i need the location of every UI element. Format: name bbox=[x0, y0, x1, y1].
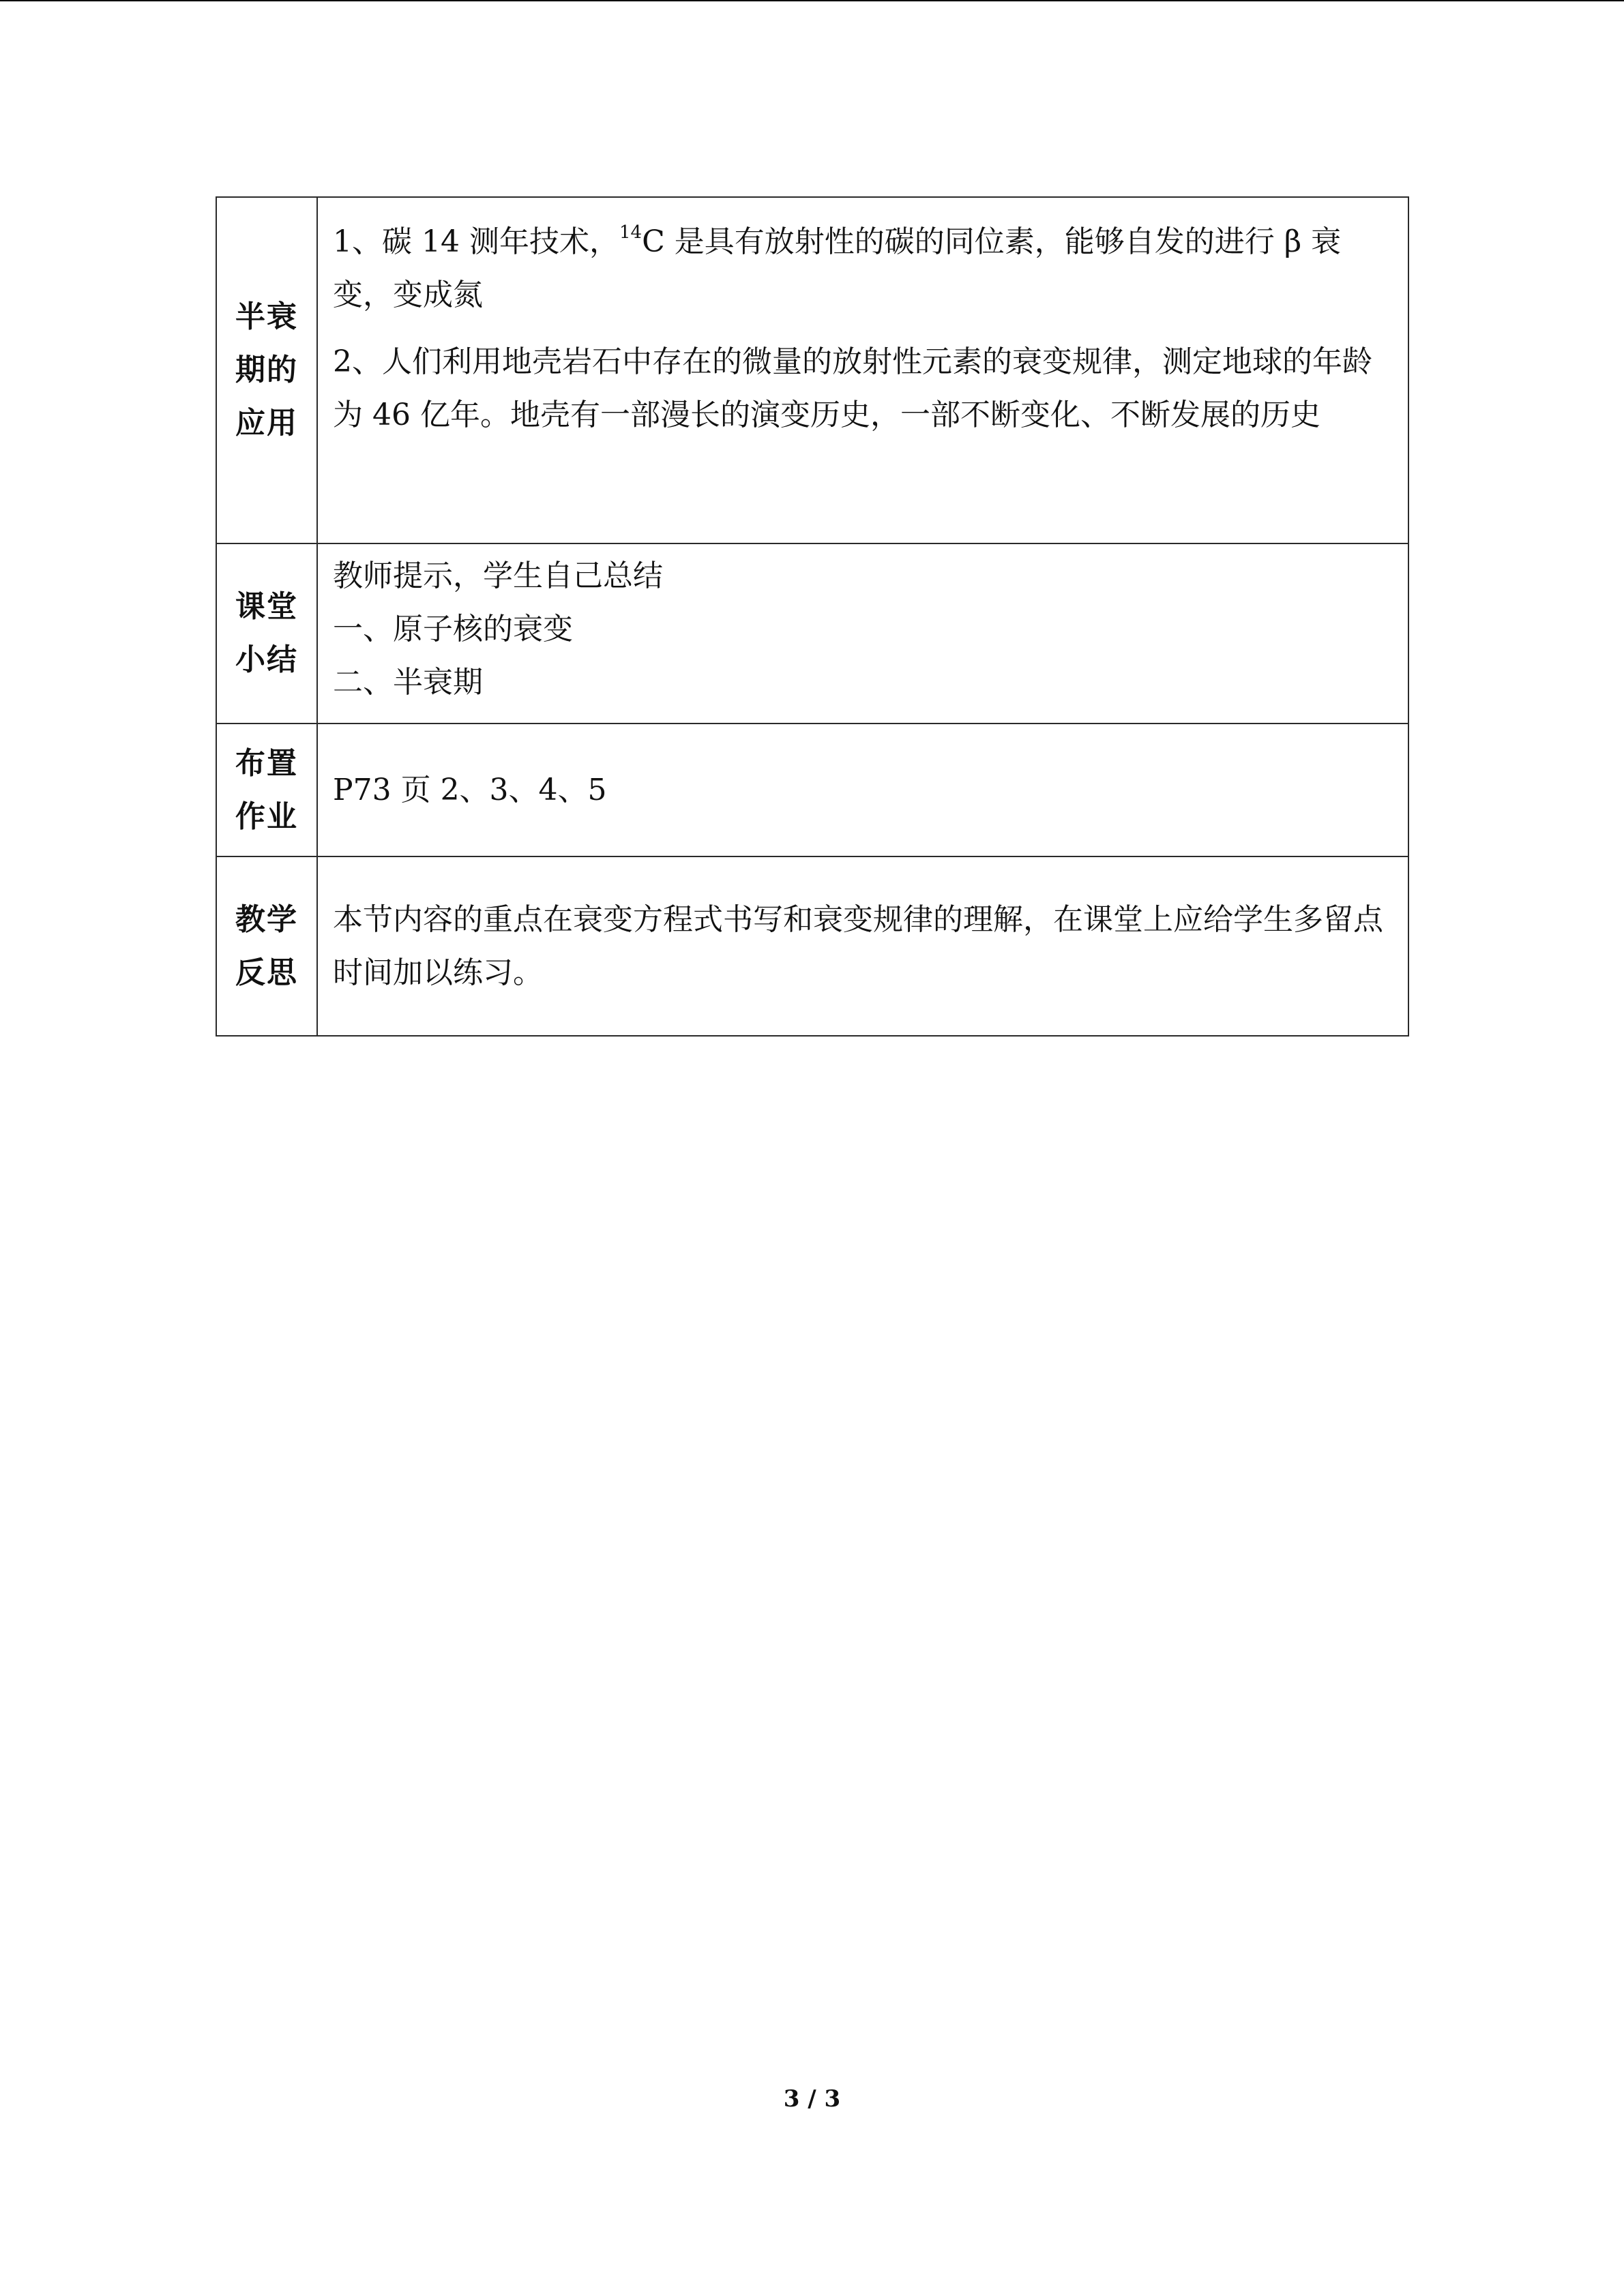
row-label: 半衰期的应用 bbox=[235, 299, 298, 441]
application-item-2: 2、人们利用地壳岩石中存在的微量的放射性元素的衰变规律，测定地球的年龄为 46 亿年。地壳有一部漫长的演变历史，一部不断变化、不断发展的历史 bbox=[333, 344, 1372, 432]
item-1-text: 1、碳 14 测年技术， bbox=[333, 224, 619, 259]
summary-line: 二、半衰期 bbox=[333, 665, 483, 700]
row-class-summary bbox=[216, 543, 1408, 724]
row-homework bbox=[216, 724, 1408, 856]
row-content-cell bbox=[317, 724, 1408, 856]
row-label-cell bbox=[216, 856, 317, 1036]
row-teaching-reflection bbox=[216, 856, 1408, 1036]
lesson-plan-table bbox=[216, 196, 1409, 1037]
row-half-life-application bbox=[216, 197, 1408, 543]
row-content-cell bbox=[317, 197, 1408, 543]
row-content-cell bbox=[317, 856, 1408, 1036]
homework-text: P73 页 2、3、4、5 bbox=[333, 772, 607, 807]
page-number: 3 / 3 bbox=[783, 2085, 841, 2113]
row-label-cell bbox=[216, 543, 317, 724]
row-label: 课堂小结 bbox=[235, 589, 298, 677]
row-label-cell bbox=[216, 197, 317, 543]
row-label-cell bbox=[216, 724, 317, 856]
item-1-text-cont: C 是具有放射性的碳的同位素，能够自发的进行 β 衰变，变成氮 bbox=[333, 224, 1342, 312]
page-top-border bbox=[0, 0, 1624, 1]
row-content-cell bbox=[317, 543, 1408, 724]
row-label: 教学反思 bbox=[235, 901, 298, 990]
reflection-text: 本节内容的重点在衰变方程式书写和衰变规律的理解，在课堂上应给学生多留点时间加以练习。 bbox=[333, 901, 1383, 990]
row-label: 布置作业 bbox=[235, 745, 298, 834]
summary-line: 教师提示，学生自己总结 bbox=[333, 558, 663, 593]
application-item-1 bbox=[333, 215, 1391, 322]
summary-line: 一、原子核的衰变 bbox=[333, 612, 573, 646]
superscript-mass-number: 14 bbox=[619, 222, 643, 243]
